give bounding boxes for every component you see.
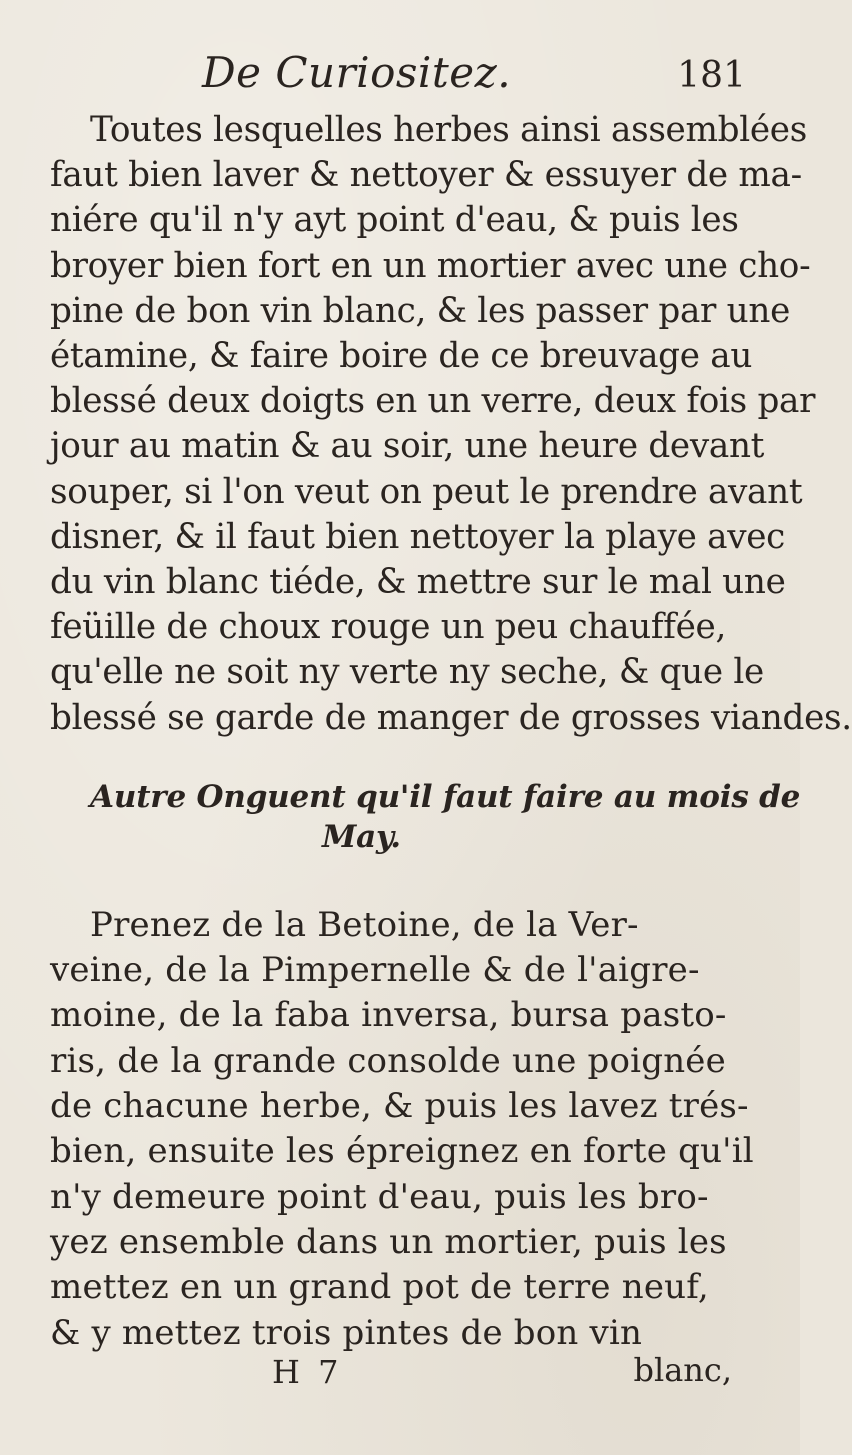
text-line: yez ensemble dans un mortier, puis les [50,1221,727,1262]
running-head [50,48,756,108]
section-heading [50,777,801,857]
text-line: jour au matin & au soir, une heure devant [50,426,765,467]
paragraph-remedy-preparation [50,108,852,741]
text-line: pine de bon vin blanc, & les passer par une [50,290,791,331]
signature-mark: H 7 [272,1352,343,1391]
text-line: bien, ensuite les épreignez en forte qu'il [50,1131,754,1172]
text-line: blessé deux doigts en un verre, deux fois par [50,381,816,422]
text-line: Toutes lesquelles herbes ainsi assemblées [90,110,807,150]
text-line: n'y demeure point d'eau, puis les bro- [50,1176,709,1217]
text-line: faut bien laver & nettoyer & essuyer de ma- [50,155,802,196]
text-line: feüille de choux rouge un peu chauffée, [50,607,727,648]
text-line: broyer bien fort en un mortier avec une cho- [50,245,811,286]
heading-line: May. [322,818,401,855]
text-line: Prenez de la Betoine, de la Ver- [90,904,639,945]
text-line: du vin blanc tiéde, & mettre sur le mal une [50,562,786,603]
text-line: ris, de la grande consolde une poignée [50,1040,726,1081]
text-line: niére qu'il n'y ayt point d'eau, & puis les [50,200,739,241]
page-number: 181 [677,55,746,96]
text-line: blessé se garde de manger de grosses viandes. [50,697,852,738]
text-line: souper, si l'on veut on peut le prendre avant [50,471,803,512]
page-footer [50,1350,756,1400]
running-title: De Curiositez. [202,48,512,97]
paragraph-onguent-recipe [50,903,756,1356]
text-line: étamine, & faire boire de ce breuvage au [50,336,753,377]
text-line: disner, & il faut bien nettoyer la playe avec [50,516,786,557]
text-line: veine, de la Pimpernelle & de l'aigre- [50,950,700,991]
text-line: moine, de la faba inversa, bursa pasto- [50,995,727,1036]
catchword: blanc, [633,1350,732,1389]
text-line: de chacune herbe, & puis les lavez trés- [50,1086,749,1127]
text-line: mettez en un grand pot de terre neuf, [50,1267,709,1308]
text-line: qu'elle ne soit ny verte ny seche, & que le [50,652,764,693]
heading-line: Autre Onguent qu'il faut faire au mois de [90,778,801,815]
text-line: & y mettez trois pintes de bon vin [50,1312,643,1353]
